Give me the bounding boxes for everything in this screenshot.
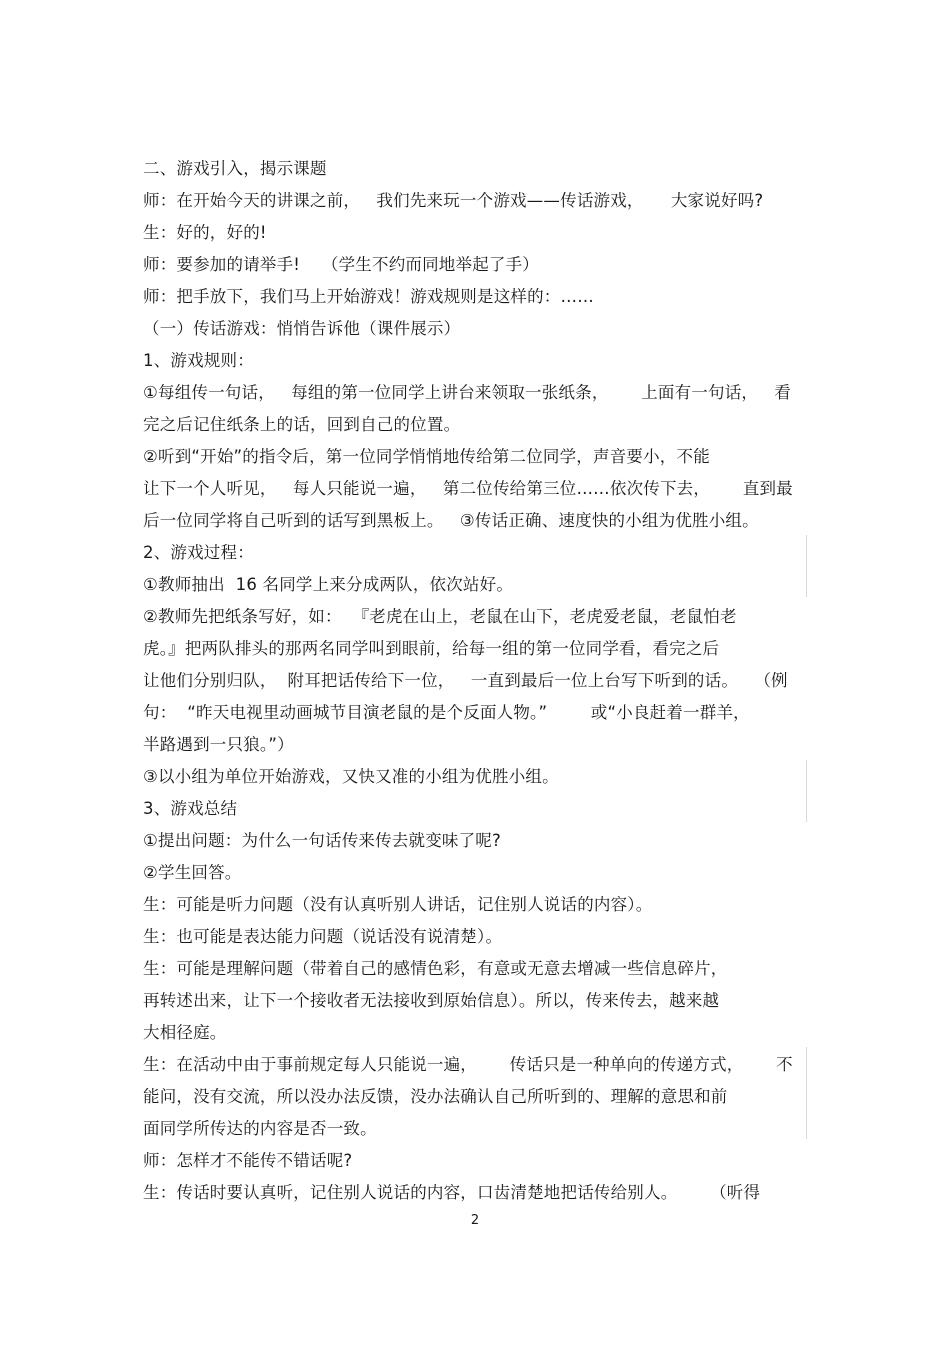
text-line: 生：也可能是表达能力问题（说话没有说清楚）。 — [143, 927, 503, 946]
text-line: 半路遇到一只狼。”） — [143, 735, 294, 754]
subsection-heading: 3、游戏总结 — [143, 799, 238, 818]
text-line: 生：可能是听力问题（没有认真听别人讲话，记住别人说话的内容）。 — [143, 895, 653, 914]
text-line: 完之后记住纸条上的话，回到自己的位置。 — [143, 415, 461, 434]
text-line: ①每组传一句话， 每组的第一位同学上讲台来领取一张纸条， 上面有一句话， 看 — [143, 383, 792, 402]
text-line: 能问，没有交流，所以没办法反馈，没办法确认自己所听到的、理解的意思和前 — [143, 1087, 728, 1106]
text-line: 师：怎样才不能传不错话呢? — [143, 1151, 353, 1170]
text-line: 让他们分别归队， 附耳把话传给下一位， 一直到最后一位上台写下听到的话。 （例 — [143, 671, 788, 690]
margin-rule — [806, 1047, 807, 1139]
subsection-heading: 1、游戏规则： — [143, 351, 254, 370]
text-line: 让下一个人听见， 每人只能说一遍， 第二位传给第三位……依次传下去， 直到最 — [143, 479, 793, 498]
text-line: 虎。』把两队排头的那两名同学叫到眼前，给每一组的第一位同学看，看完之后 — [143, 639, 720, 658]
text-line: ②学生回答。 — [143, 863, 242, 882]
text-line: ②听到“开始”的指令后，第一位同学悄悄地传给第二位同学，声音要小，不能 — [143, 447, 710, 466]
margin-rule — [806, 535, 807, 597]
subsection-heading: 2、游戏过程： — [143, 543, 254, 562]
text-line: ①提出问题：为什么一句话传来传去就变味了呢? — [143, 831, 501, 850]
text-line: 生：可能是理解问题（带着自己的感情色彩，有意或无意去增减一些信息碎片， — [143, 959, 728, 978]
subsection-heading: （一）传话游戏：悄悄告诉他（课件展示） — [143, 319, 461, 338]
text-line: 面同学所传达的内容是否一致。 — [143, 1119, 377, 1138]
margin-rule — [806, 760, 807, 822]
text-line: 生：好的，好的! — [143, 223, 267, 242]
text-line: ②教师先把纸条写好，如： 『老虎在山上，老鼠在山下，老虎爱老鼠，老鼠怕老 — [143, 607, 737, 626]
text-line: 后一位同学将自己听到的话写到黑板上。 ③传话正确、速度快的小组为优胜小组。 — [143, 511, 759, 530]
text-line: 师：要参加的请举手! （学生不约而同地举起了手） — [143, 255, 539, 274]
text-line: 生：在活动中由于事前规定每人只能说一遍， 传话只是一种单向的传递方式， 不 — [143, 1055, 793, 1074]
text-line: 大相径庭。 — [143, 1023, 227, 1042]
page-number: 2 — [470, 1213, 480, 1228]
text-line: 师：在开始今天的讲课之前， 我们先来玩一个游戏——传话游戏， 大家说好吗? — [143, 191, 764, 210]
text-line: ①教师抽出 16 名同学上来分成两队，依次站好。 — [143, 575, 514, 594]
section-heading: 二、游戏引入，揭示课题 — [143, 159, 327, 178]
text-line: 生：传话时要认真听，记住别人说话的内容，口齿清楚地把话传给别人。 （听得 — [143, 1183, 761, 1202]
text-line: 再转述出来，让下一个接收者无法接收到原始信息）。所以，传来传去，越来越 — [143, 991, 720, 1010]
text-line: 师：把手放下，我们马上开始游戏！游戏规则是这样的：…… — [143, 287, 594, 306]
text-line: ③以小组为单位开始游戏，又快又准的小组为优胜小组。 — [143, 767, 559, 786]
text-line: 句： “昨天电视里动画城节目演老鼠的是个反面人物。” 或“小良赶着一群羊， — [143, 703, 750, 722]
